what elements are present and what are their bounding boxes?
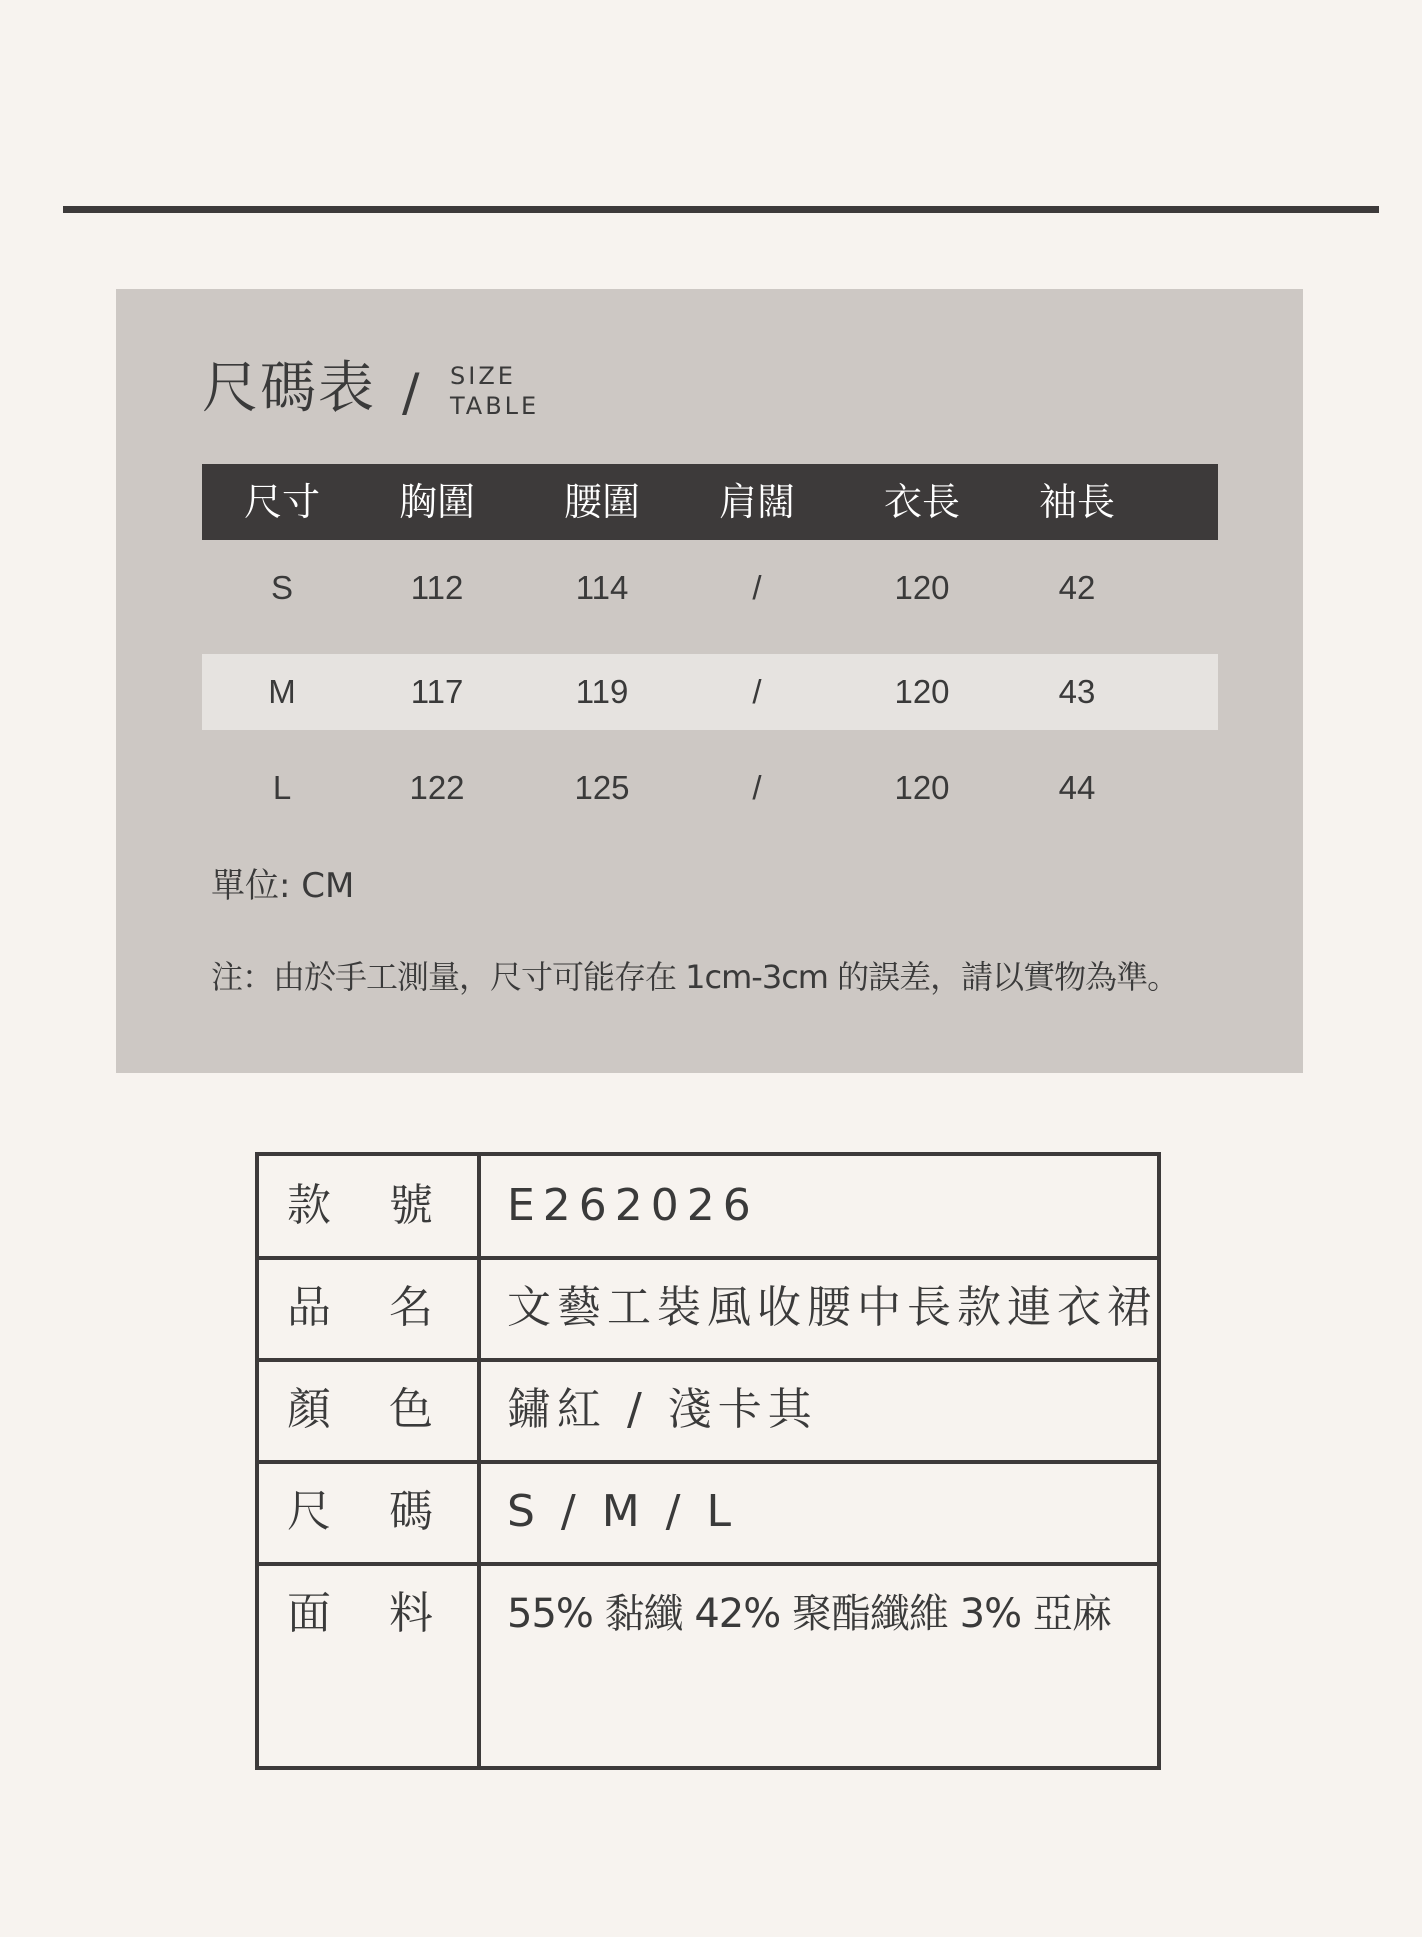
table-cell: 44 [1058,769,1096,806]
table-cell: 42 [1058,569,1096,606]
table-cell: 120 [894,769,950,806]
table-row [202,750,1218,826]
label-style-number: 款 號 [287,1180,433,1231]
value-size: S / M / L [507,1486,737,1537]
header-chest: 胸圍 [398,480,475,524]
table-cell: 43 [1058,673,1096,710]
label-color: 顏 色 [287,1384,433,1435]
size-table-header [202,464,1218,540]
title-en-line-1: SIZE [450,362,516,390]
measurement-disclaimer: 注：由於手工測量，尺寸可能存在 1cm-3cm 的誤差，請以實物為準。 [211,958,1179,996]
header-length: 衣長 [883,480,960,524]
value-style-number: E262026 [507,1180,759,1231]
value-color: 鏽紅 / 淺卡其 [507,1384,818,1435]
header-waist: 腰圍 [563,480,640,524]
table-cell: 119 [575,673,629,710]
label-size: 尺 碼 [287,1486,433,1537]
table-cell: / [752,769,762,806]
table-cell: 120 [894,673,950,710]
table-cell: 122 [409,769,465,806]
size-chart-title-en [450,361,539,421]
header-size: 尺寸 [243,480,320,524]
top-divider-rule [63,206,1379,213]
size-chart-panel [116,289,1303,1073]
table-cell: 117 [410,673,464,710]
value-product-name: 文藝工裝風收腰中長款連衣裙 [507,1282,1157,1333]
label-product-name: 品 名 [287,1282,433,1333]
product-info-table [255,1152,1161,1770]
table-cell: 112 [410,569,464,606]
table-cell: L [272,769,292,806]
table-cell: / [752,569,762,606]
header-shoulder: 肩闊 [718,480,795,524]
unit-note: 單位: CM [211,866,355,906]
table-cell: S [270,569,293,606]
table-cell: 125 [574,769,630,806]
table-row [202,550,1218,626]
title-en-line-2: TABLE [450,392,540,420]
title-slash: / [402,363,420,423]
table-row [202,654,1218,730]
table-cell: M [268,673,296,710]
table-cell: 114 [575,569,629,606]
label-fabric: 面 料 [287,1588,433,1639]
header-sleeve: 袖長 [1038,480,1115,524]
table-cell: / [752,673,762,710]
value-fabric: 55% 黏纖 42% 聚酯纖維 3% 亞麻 [507,1591,1111,1637]
size-chart-title-zh: 尺碼表 [202,356,376,421]
table-cell: 120 [894,569,950,606]
